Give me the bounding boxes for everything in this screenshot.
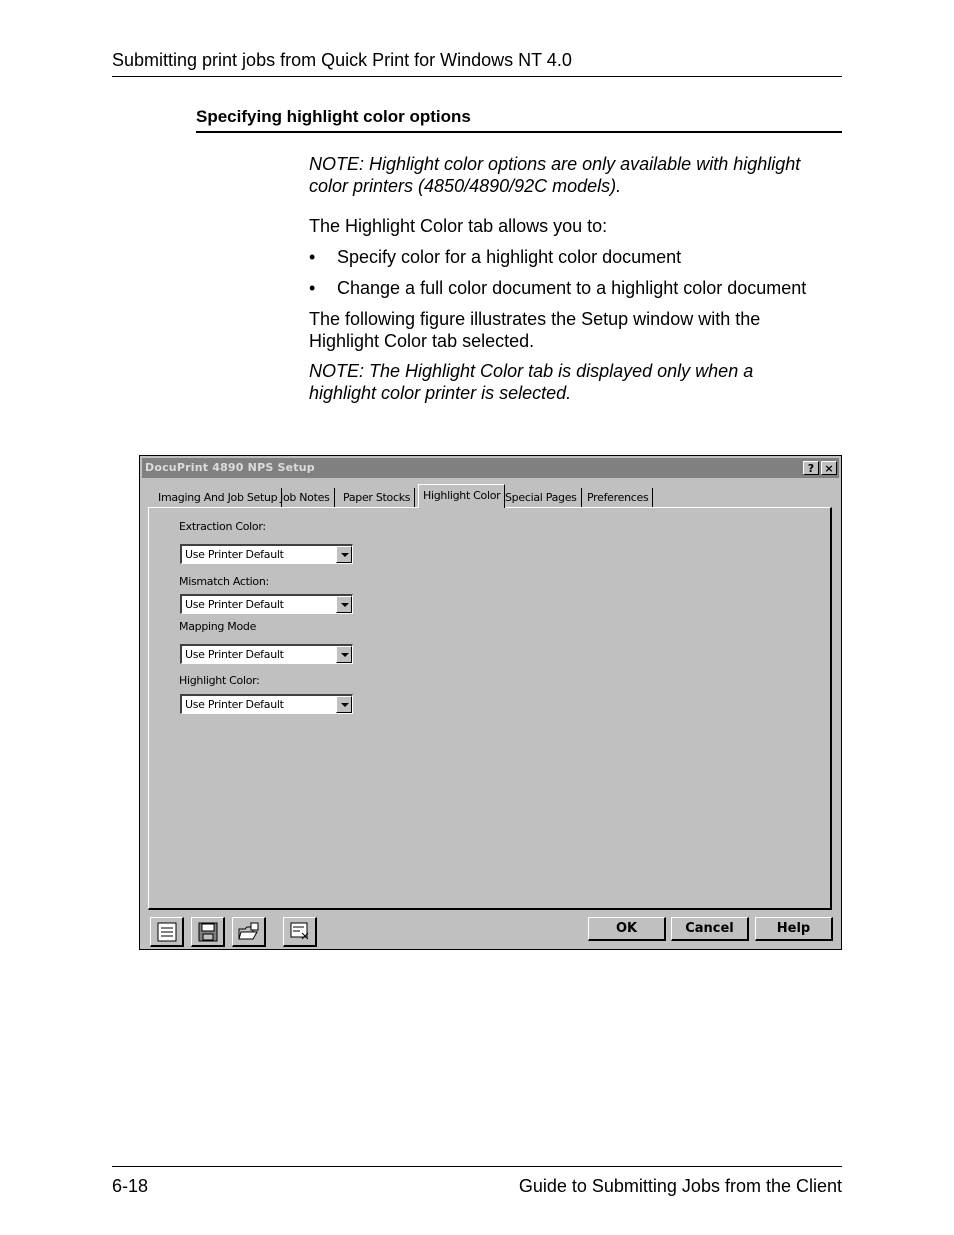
highlight-color-value: Use Printer Default [185,698,284,711]
section-rule [196,131,842,133]
list-icon[interactable] [150,917,184,947]
footer-rule [112,1166,842,1167]
chevron-down-icon[interactable] [336,646,352,663]
tab-imaging-and-job-setup[interactable]: Imaging And Job Setup [154,488,282,508]
bullet-text: Change a full color document to a highlight color document [337,278,807,298]
tab-highlight-color[interactable]: Highlight Color [418,484,505,508]
tab-preferences[interactable]: Preferences [583,488,653,508]
section-title: Specifying highlight color options [196,107,471,126]
chevron-down-icon[interactable] [336,596,352,613]
mapping-mode-value: Use Printer Default [185,648,284,661]
bullet-text: Specify color for a highlight color document [337,247,682,267]
tab-special-pages[interactable]: Special Pages [501,488,582,508]
figure-intro-line-1: The following figure illustrates the Setup window with the [309,309,761,329]
mismatch-action-value: Use Printer Default [185,598,284,611]
note-2-line-2: highlight color printer is selected. [309,383,572,403]
chevron-down-icon[interactable] [336,546,352,563]
extraction-color-value: Use Printer Default [185,548,284,561]
dialog-titlebar [142,458,839,478]
extraction-color-select[interactable] [180,544,353,564]
bullet-item [309,246,681,268]
figure-intro-line-2: Highlight Color tab selected. [309,331,535,351]
note-2-line-1: NOTE: The Highlight Color tab is displayed only when a [309,361,754,381]
bullet-dot: • [309,278,316,298]
chevron-down-icon[interactable] [336,696,352,713]
note-1-line-2: color printers (4850/4890/92C models). [309,176,622,196]
figure-intro [309,308,842,352]
footer-doc-title: Guide to Submitting Jobs from the Client [518,1176,842,1196]
mismatch-action-select[interactable] [180,594,353,614]
dialog-title: DocuPrint 4890 NPS Setup [145,461,315,474]
tab-paper-stocks[interactable]: Paper Stocks [339,488,415,508]
mapping-mode-label: Mapping Mode [179,620,257,633]
mismatch-action-label: Mismatch Action: [179,575,269,588]
bullet-item [309,277,806,299]
cancel-button[interactable]: Cancel [671,917,749,941]
bullet-dot: • [309,247,316,267]
highlight-color-label: Highlight Color: [179,674,260,687]
mapping-mode-select[interactable] [180,644,353,664]
properties-icon[interactable] [283,917,317,947]
header-rule [112,76,842,77]
dialog-button-bar [142,913,839,947]
note-1 [309,153,842,197]
help-button[interactable]: Help [755,917,833,941]
intro-paragraph: The Highlight Color tab allows you to: [309,216,608,236]
help-icon[interactable]: ? [803,461,819,475]
tab-job-notes[interactable]: Job Notes [276,488,335,508]
open-folder-icon[interactable] [232,917,266,947]
note-1-line-1: NOTE: Highlight color options are only available with highlight [309,154,801,174]
ok-button[interactable]: OK [588,917,666,941]
highlight-color-select[interactable] [180,694,353,714]
setup-dialog [139,455,842,950]
note-2 [309,360,842,404]
tab-panel [148,507,832,910]
close-icon[interactable]: × [821,461,837,475]
page-number: 6-18 [112,1176,149,1196]
running-header: Submitting print jobs from Quick Print for Windows NT 4.0 [112,50,572,70]
extraction-color-label: Extraction Color: [179,520,266,533]
save-icon[interactable] [191,917,225,947]
